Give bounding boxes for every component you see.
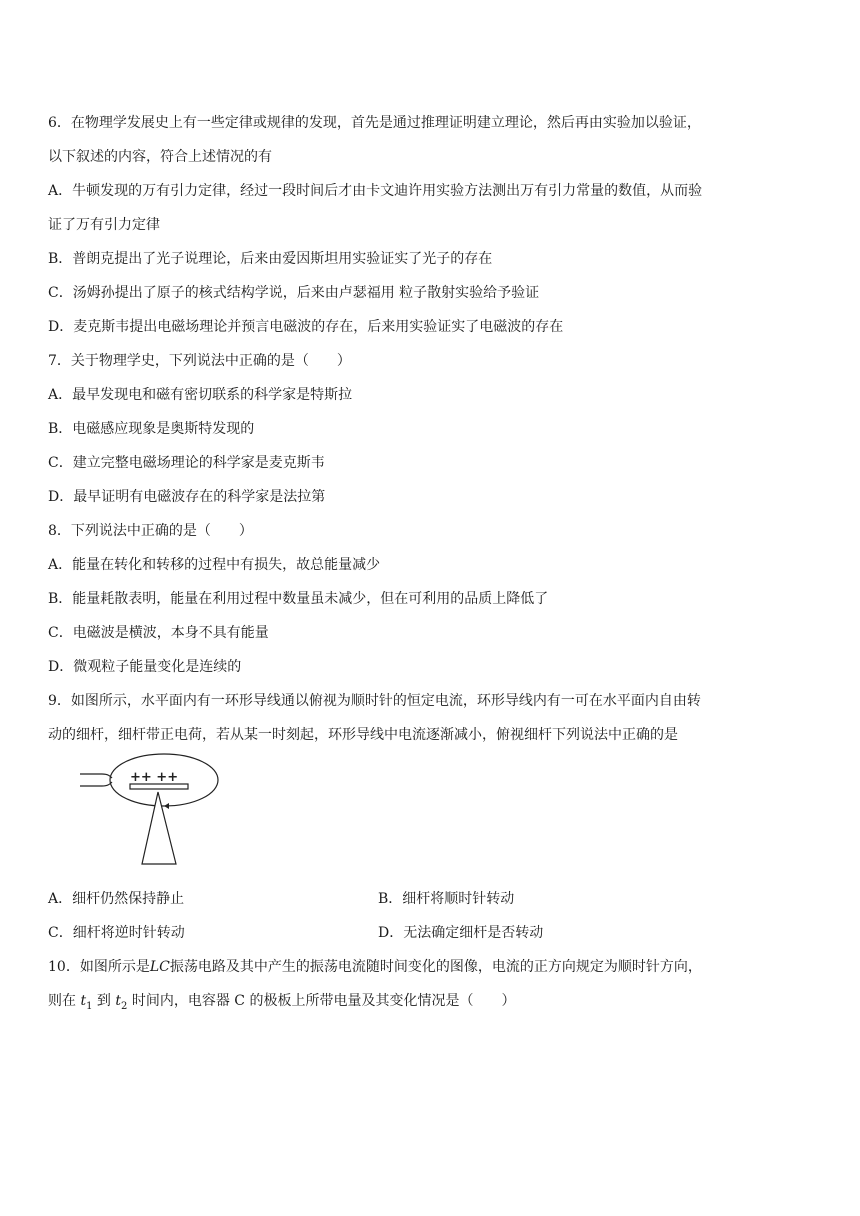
q6-option-a-line1: A．牛顿发现的万有引力定律，经过一段时间后才由卡文迪许用实验方法测出万有引力常量的数值，从而验 <box>48 183 703 199</box>
q9-option-c: C．细杆将逆时针转动 <box>48 925 185 941</box>
q10-t2-sub: 2 <box>121 1000 128 1012</box>
q8-option-d: D．微观粒子能量变化是连续的 <box>48 659 242 675</box>
q7-option-b: B．电磁感应现象是奥斯特发现的 <box>48 421 255 437</box>
q10-t2-var: t <box>115 993 122 1009</box>
q10-stem-line2 <box>48 991 812 1017</box>
q6-stem-line2: 以下叙述的内容，符合上述情况的有 <box>48 149 272 165</box>
q10-t1-sub: 1 <box>86 1000 93 1012</box>
q10-lc-symbol: LC <box>149 959 170 975</box>
pivot-stand <box>142 792 176 864</box>
q7-stem: 7．关于物理学史，下列说法中正确的是（ ） <box>48 353 351 369</box>
q10-t1-var: t <box>80 993 87 1009</box>
q9-option-d: D．无法确定细杆是否转动 <box>378 925 544 941</box>
q9-option-b: B．细杆将顺时针转动 <box>378 891 515 907</box>
q9-stem-line2: 动的细杆，细杆带正电荷，若从某一时刻起，环形导线中电流逐渐减小，俯视细杆下列说法中正确的是 <box>48 727 678 743</box>
q8-option-c: C．电磁波是横波，本身不具有能量 <box>48 625 269 641</box>
q6-option-c: C．汤姆孙提出了原子的核式结构学说，后来由卢瑟福用 粒子散射实验给予验证 <box>48 285 540 301</box>
q6-stem-line1: 6．在物理学发展史上有一些定律或规律的发现，首先是通过推理证明建立理论，然后再由实验加以验证， <box>48 115 701 131</box>
q10-stem-line2-a: 则在 <box>48 993 76 1009</box>
q10-stem-line1 <box>48 957 812 977</box>
q6-option-d: D．麦克斯韦提出电磁场理论并预言电磁波的存在，后来用实验证实了电磁波的存在 <box>48 319 564 335</box>
q8-option-a: A．能量在转化和转移的过程中有损失，故总能量减少 <box>48 557 381 573</box>
current-arrow-icon <box>164 803 169 809</box>
lead-wire-top <box>80 774 112 778</box>
q6-option-a-line2: 证了万有引力定律 <box>48 217 160 233</box>
q10-stem-line2-b: 时间内，电容器 C 的极板上所带电量及其变化情况是（ ） <box>131 993 516 1009</box>
lead-wire-bottom <box>80 782 112 786</box>
q10-stem-line1-b: 振荡电路及其中产生的振荡电流随时间变化的图像，电流的正方向规定为顺时针方向， <box>169 959 702 975</box>
q9-figure-ring-rod <box>80 752 230 870</box>
q7-option-a: A．最早发现电和磁有密切联系的科学家是特斯拉 <box>48 387 353 403</box>
q10-stem-line2-to: 到 <box>96 993 111 1009</box>
q8-option-b: B．能量耗散表明，能量在利用过程中数量虽未减少，但在可利用的品质上降低了 <box>48 591 549 607</box>
q8-stem: 8．下列说法中正确的是（ ） <box>48 523 253 539</box>
q7-option-c: C．建立完整电磁场理论的科学家是麦克斯韦 <box>48 455 325 471</box>
q6-option-b: B．普朗克提出了光子说理论，后来由爱因斯坦用实验证实了光子的存在 <box>48 251 493 267</box>
q7-option-d: D．最早证明有电磁波存在的科学家是法拉第 <box>48 489 326 505</box>
q9-stem-line1: 9．如图所示，水平面内有一环形导线通以俯视为顺时针的恒定电流，环形导线内有一可在水平面内自由转 <box>48 693 701 709</box>
q9-option-a: A．细杆仍然保持静止 <box>48 891 185 907</box>
rod-charges: ++ ++ <box>130 770 179 785</box>
q10-stem-line1-a: 10．如图所示是 <box>48 959 150 975</box>
